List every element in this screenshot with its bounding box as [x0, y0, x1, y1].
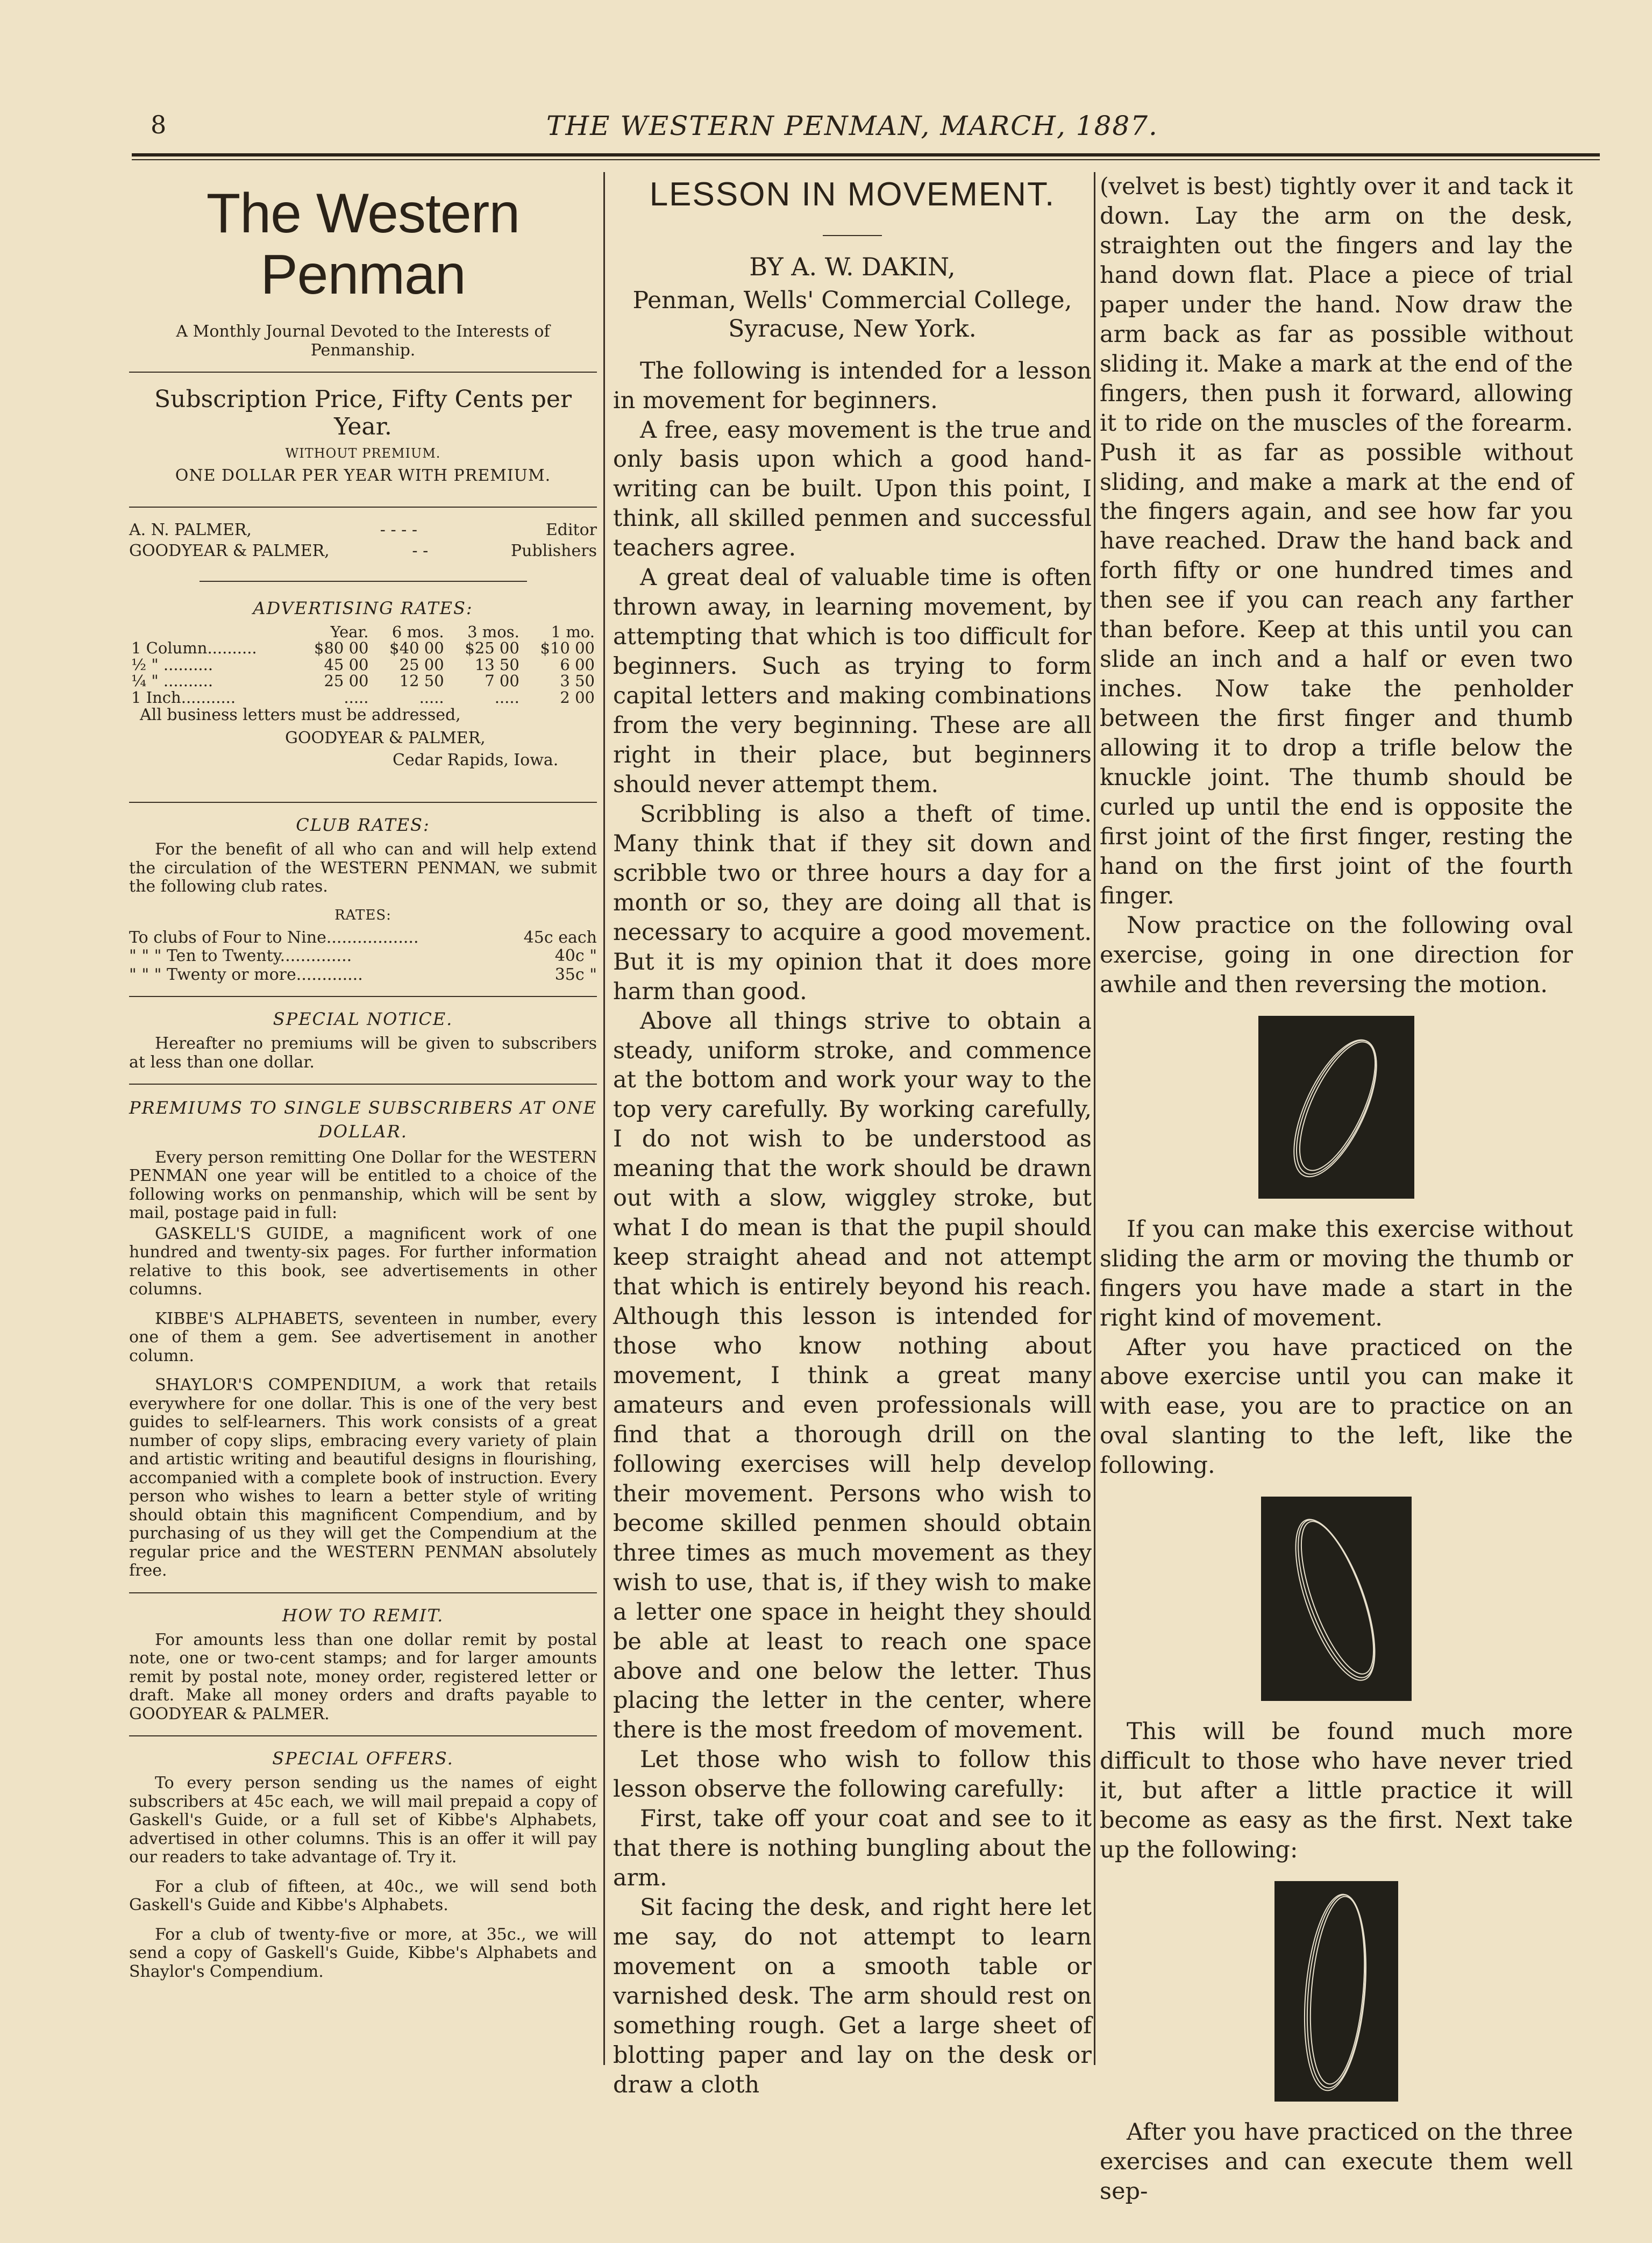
lesson-paragraph: First, take off your coat and see to it that there is nothing bungling about the arm. [613, 1805, 1092, 1892]
address-city: Cedar Rapids, Iowa. [393, 751, 559, 770]
publisher-line [129, 540, 597, 561]
lesson-paragraph: Now practice on the following oval exercise, going in one direction for awhile and then reversing the motion. [1100, 912, 1573, 998]
lesson-paragraph: This will be found much more difficult to those who have never tried it, but after a little practice it will become as easy as the first. Next take up the following: [1100, 1718, 1573, 1864]
table-row: ½ " .......... 45 00 25 00 13 50 6 00 [131, 655, 595, 674]
column-divider [1094, 172, 1095, 2065]
club-rates-heading: CLUB RATES: [296, 815, 430, 836]
lesson-paragraph: Sit facing the desk, and right here let me say, do not attempt to learn movement on a smooth table or varnished desk. The arm should rest on something rough. Get a large sheet of blotting paper and lay on the desk or draw a cloth [613, 1894, 1092, 2098]
column-lesson [613, 172, 1092, 2100]
table-header-row: Year. 6 mos. 3 mos. 1 mo. [330, 622, 595, 641]
offers-paragraph: For a club of twenty-five or more, at 35c., we will send a copy of Gaskell's Guide, Kibbe's Alphabets and Shaylor's Compendium. [129, 1925, 597, 1981]
premiums-paragraph: Every person remitting One Dollar for the WESTERN PENMAN one year will be entitled to a choice of the following works on penmanship, which will be sent by mail, postage paid in full: [129, 1148, 597, 1223]
divider [129, 1735, 597, 1736]
lesson-body-continued [1100, 172, 1573, 2206]
publisher-role: Publishers [510, 541, 597, 560]
divider [129, 507, 597, 508]
addressee: GOODYEAR & PALMER, [285, 729, 486, 748]
running-head-title: THE WESTERN PENMAN, MARCH, 1887. [546, 110, 1158, 141]
running-head [129, 110, 1576, 153]
without-premium: WITHOUT PREMIUM. [285, 445, 441, 461]
premiums-paragraph: SHAYLOR'S COMPENDIUM, a work that retails everywhere for one dollar. This is one of the very best guides to self-learners. This work consists of a great number of copy slips, embracing every variety of plain and artistic writing and beautiful designs in flourishing, accompanied with a complete book of instruction. Every person who wishes to learn a better style of writing should obtain this magnificent Compendium, and by purchasing of us they will get the Compendium at the regular price and the WESTERN PENMAN absolutely free. [129, 1376, 597, 1580]
advertising-heading: ADVERTISING RATES: [253, 597, 473, 618]
subscription-price: Subscription Price, Fifty Cents per Year. [154, 385, 572, 440]
lesson-byline: BY A. W. DAKIN, [749, 252, 956, 281]
column-divider [603, 172, 605, 2065]
lesson-paragraph: If you can make this exercise without sliding the arm or moving the thumb or fingers you have made a start in the right kind of movement. [1100, 1215, 1573, 1331]
divider [129, 996, 597, 997]
lesson-paragraph: A free, easy movement is the true and only basis upon which a good hand-writing can be built. Upon this point, I think, all skilled penmen and successful teachers agree. [613, 416, 1092, 562]
publisher-name: GOODYEAR & PALMER, [129, 541, 330, 560]
masthead-title: The Western Penman [206, 182, 520, 307]
lesson-paragraph: Let those who wish to follow this lesson observe the following carefully: [613, 1746, 1092, 1803]
lesson-paragraph: After you have practiced on the above exercise until you can make it with ease, you are to practice on an oval slanting to the left, like the following. [1100, 1334, 1573, 1479]
premiums-paragraph: GASKELL'S GUIDE, a magnificent work of one hundred and twenty-six pages. For further information relative to this book, see advertisements in other columns. [129, 1224, 597, 1299]
publisher-dashes: - - [412, 541, 429, 560]
divider [129, 372, 597, 373]
special-notice-text: Hereafter no premiums will be given to subscribers at less than one dollar. [129, 1034, 597, 1072]
lesson-paragraph: Above all things strive to obtain a steady, uniform stroke, and commence at the bottom and work your way to the top very carefully. By working carefully, I do not wish to be understood as meaning that the work should be drawn out with a slow, wiggley stroke, but what I do mean is that the pupil should keep straight ahead and not attempt that which is entirely beyond his reach. Although this lesson is intended for those who know nothing about movement, I think a great many amateurs and even professionals will find that a thorough drill on the following exercises will help develop their movement. Persons who wish to become skilled penmen should obtain three times as much movement as they wish to use, that is, if they wish to make a letter one space in height they should be able at least to reach one space above and one below the letter. Thus placing the letter in the center, where there is the most freedom of movement. [613, 1007, 1092, 1744]
header-rule-thin [132, 159, 1600, 160]
table-row: 1 Column.......... $80 00 $40 00 $25 00 $10 00 [131, 639, 595, 658]
vertical-oval-figure [1274, 1881, 1398, 2102]
remit-heading: HOW TO REMIT. [282, 1605, 444, 1626]
lesson-title: LESSON IN MOVEMENT. [649, 176, 1056, 213]
advertising-rates-table [129, 624, 597, 706]
lesson-paragraph: The following is intended for a lesson in movement for beginners. [613, 357, 1092, 414]
special-notice-heading: SPECIAL NOTICE. [273, 1009, 453, 1030]
lesson-affiliation: Penman, Wells' Commercial College, Syracuse, New York. [632, 287, 1072, 343]
premiums-paragraph: KIBBE'S ALPHABETS, seventeen in number, every one of them a gem. See advertisement in another column. [129, 1309, 597, 1365]
masthead-subtitle: A Monthly Journal Devoted to the Interests of Penmanship. [176, 322, 550, 360]
club-rate-row: " " " Twenty or more............. 35c " [129, 965, 597, 984]
lesson-paragraph: Scribbling is also a theft of time. Many think that if they sit down and scribble two or three hours a day for a month or so, they are doing all that is necessary to acquire a good movement. But it is my opinion that it does more harm than good. [613, 800, 1092, 1005]
business-letters-note: All business letters must be addressed, [140, 706, 461, 725]
club-rate-row: To clubs of Four to Nine.................. 45c each [129, 928, 597, 947]
lesson-body [613, 357, 1092, 2100]
editor-dashes: - - - - [380, 520, 417, 539]
divider [129, 802, 597, 803]
header-rule [132, 153, 1600, 156]
offers-paragraph: To every person sending us the names of eight subscribers at 45c each, we will mail prepaid a copy of Gaskell's Guide, or a full set of Kibbe's Alphabets, advertised in other columns. This is an offer it will pay our readers to take advantage of. Try it. [129, 1774, 597, 1867]
page-number: 8 [151, 110, 167, 139]
editor-line [129, 519, 597, 540]
lesson-paragraph: After you have practiced on the three exercises and can execute them well sep- [1100, 2119, 1573, 2205]
special-offers-heading: SPECIAL OFFERS. [272, 1748, 454, 1769]
title-rule [823, 235, 882, 236]
editor-name: A. N. PALMER, [129, 520, 252, 539]
club-intro: For the benefit of all who can and will help extend the circulation of the WESTERN PENMAN, we submit the following club rates. [129, 840, 597, 896]
lesson-paragraph: (velvet is best) tightly over it and tack it down. Lay the arm on the desk, straighten out the fingers and lay the hand down flat. Place a piece of trial paper under the hand. Now draw the arm back as far as possible without sliding it. Make a mark at the end of the fingers, then push it forward, allowing it to ride on the muscles of the forearm. Push it as far as possible without sliding, and make a mark at the end of the fingers again, and see how far you have reached. Draw the hand back and forth fifty or one hundred times and then see if you can reach any farther than before. Keep at this until you can slide an inch and a half or even two inches. Now take the penholder between the first finger and thumb allowing it to drop a trifle below the knuckle joint. The thumb should be curled up until the end is opposite the first joint of the first finger, resting the hand on the first joint of the fourth finger. [1100, 173, 1573, 909]
divider [129, 1084, 597, 1085]
lesson-paragraph: A great deal of valuable time is often thrown away, in learning movement, by attempting that which is too difficult for beginners. Such as trying to form capital letters and making combinations from the very beginning. These are all right in their place, but beginners should never attempt them. [613, 564, 1092, 798]
premiums-heading: PREMIUMS TO SINGLE SUBSCRIBERS AT ONE DOLLAR. [129, 1098, 597, 1142]
divider [129, 1592, 597, 1593]
with-premium: ONE DOLLAR PER YEAR WITH PREMIUM. [175, 466, 551, 485]
oval-exercise-figure [1258, 1016, 1414, 1199]
column-lesson-continued [1100, 172, 1573, 2206]
divider [200, 581, 527, 582]
table-row: 1 Inch........... ..... ..... ..... 2 00 [131, 688, 595, 707]
remit-text: For amounts less than one dollar remit by postal note, one or two-cent stamps; and for larger amounts remit by postal note, money order, registered letter or draft. Make all money orders and drafts payable to GOODYEAR & PALMER. [129, 1630, 597, 1724]
left-slant-oval-figure [1261, 1497, 1412, 1701]
rates-label: RATES: [334, 907, 391, 923]
column-masthead [129, 172, 597, 1992]
club-rate-row: " " " Ten to Twenty.............. 40c " [129, 946, 597, 966]
table-row: ¼ " .......... 25 00 12 50 7 00 3 50 [131, 672, 595, 690]
offers-paragraph: For a club of fifteen, at 40c., we will send both Gaskell's Guide and Kibbe's Alphabets. [129, 1877, 597, 1915]
editor-role: Editor [545, 520, 597, 539]
